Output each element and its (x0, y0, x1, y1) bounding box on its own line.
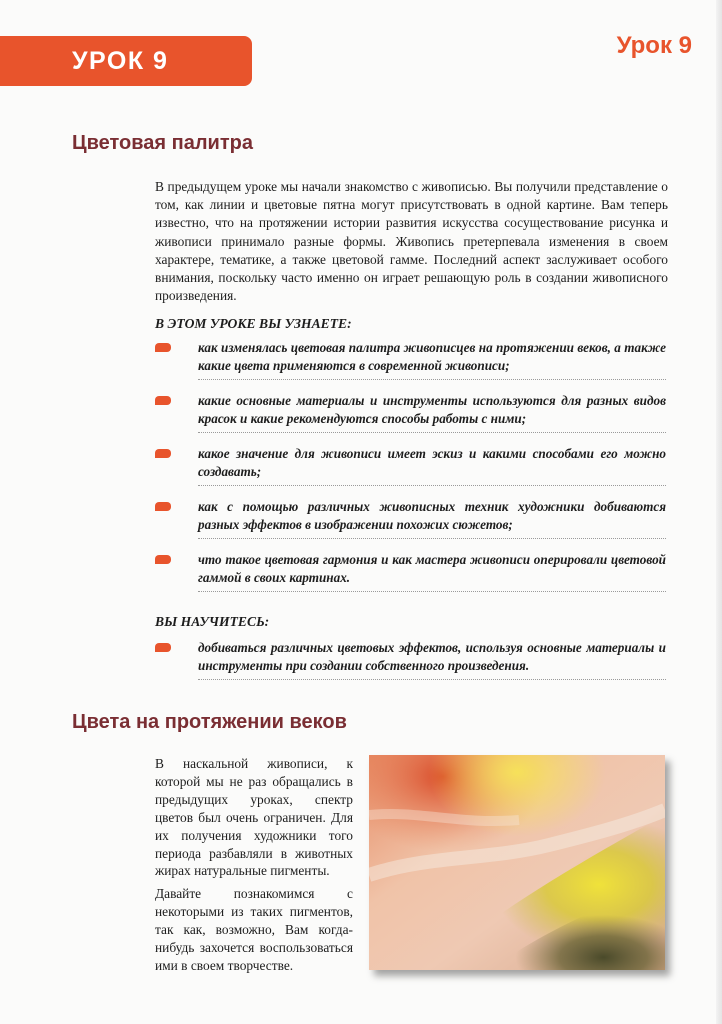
learn-item (155, 392, 668, 433)
learn-item (155, 339, 668, 380)
lesson-badge-label: УРОК 9 (72, 46, 169, 75)
learn-item (155, 551, 668, 592)
section-title-colors: Цвета на протяжении веков (72, 711, 347, 733)
skills-heading: ВЫ НАУЧИТЕСЬ: (155, 614, 270, 629)
skills-item (155, 639, 668, 680)
dotted-rule (198, 591, 666, 592)
dotted-rule (198, 538, 666, 539)
bullet-marker (155, 555, 171, 564)
body-paragraph: Давайте познакомимся с некоторыми из таких пигментов, так как, возможно, Вам когда-нибудь захочется воспользоваться ими в своем творчестве. (155, 886, 353, 973)
learn-item (155, 445, 668, 486)
learn-heading: В ЭТОМ УРОКЕ ВЫ УЗНАЕТЕ: (155, 316, 352, 331)
learn-item-text: что такое цветовая гармония и как мастера живописи оперировали цветовой гаммой в своих картинах. (198, 552, 666, 585)
page-edge (716, 0, 722, 1024)
running-head: Урок 9 (616, 32, 692, 59)
learn-item-text: какое значение для живописи имеет эскиз и какими способами его можно создавать; (198, 446, 666, 479)
body-paragraph: В наскальной живописи, к которой мы не раз обращались в предыдущих уроках, спектр цветов был очень ограничен. Для их получения художники того периода разбавляли в животных жирах натуральные пигменты. (155, 756, 353, 879)
bullet-marker (155, 396, 171, 405)
bullet-marker (155, 449, 171, 458)
learn-item-text: какие основные материалы и инструменты используются для разных видов красок и какие рекомендуются способы работы с ними; (198, 393, 666, 426)
pigment-texture-image (369, 755, 665, 970)
dotted-rule (198, 679, 666, 680)
bullet-marker (155, 502, 171, 511)
lesson-badge (0, 36, 252, 86)
dotted-rule (198, 432, 666, 433)
learn-item-text: как с помощью различных живописных техник художники добиваются разных эффектов в изображении похожих сюжетов; (198, 499, 666, 532)
bullet-marker (155, 643, 171, 652)
learn-item-text: как изменялась цветовая палитра живописцев на протяжении веков, а также какие цвета применяются в современной живописи; (198, 340, 666, 373)
intro-paragraph: В предыдущем уроке мы начали знакомство с живописью. Вы получили представление о том, как линии и цветовые пятна могут присутствовать в одной картине. Вам теперь известно, что на протяжении истории развития искусства сосуществование рисунка и живописи принимало разные формы. Живопись претерпевала изменения в своем характере, тематике, а также цветовой гамме. Последний аспект заслуживает особого внимания, поскольку часто именно он играет решающую роль в создании живописного произведения. (155, 179, 668, 304)
dotted-rule (198, 485, 666, 486)
learn-item (155, 498, 668, 539)
bullet-marker (155, 343, 171, 352)
section-title-palette: Цветовая палитра (72, 132, 253, 154)
dotted-rule (198, 379, 666, 380)
skills-item-text: добиваться различных цветовых эффектов, используя основные материалы и инструменты при создании собственного произведения. (198, 640, 666, 673)
pigment-texture-illustration (369, 755, 665, 970)
